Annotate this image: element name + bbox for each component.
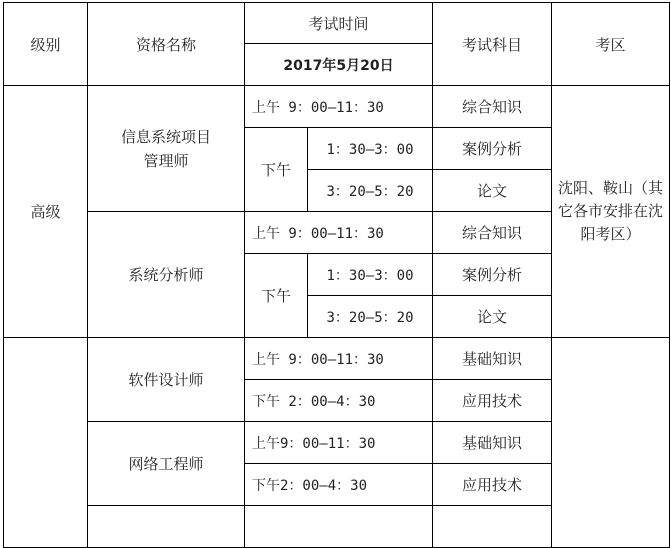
afternoon-time: 下午 2：00—4：30 [245,380,433,422]
qualification-name-line1: 信息系统项目 [120,127,211,146]
header-level: 级别 [4,3,88,86]
header-qualification: 资格名称 [88,3,245,86]
afternoon-time: 1：30—3：00 [308,254,433,296]
header-exam-date: 2017年5月20日 [245,44,433,86]
subject-cell: 应用技术 [433,464,552,506]
afternoon-time: 1：30—3：00 [308,128,433,170]
subject-cell: 案例分析 [433,254,552,296]
qualification-name: 网络工程师 [88,422,245,506]
qualification-name [88,86,245,212]
truncated-cell [245,506,433,548]
level-senior: 高级 [4,86,88,338]
morning-time: 上午9：00—11：30 [245,422,433,464]
subject-cell: 应用技术 [433,380,552,422]
exam-schedule-table [3,2,670,548]
afternoon-time: 下午2：00—4：30 [245,464,433,506]
qualification-name-line2: 管理师 [143,151,189,170]
afternoon-time: 3：20—5：20 [308,296,433,338]
header-region: 考区 [552,3,670,86]
afternoon-label: 下午 [245,128,308,212]
morning-time: 上午 9：00—11：30 [245,212,433,254]
subject-cell: 案例分析 [433,128,552,170]
level-intermediate [4,338,88,548]
subject-cell: 论文 [433,296,552,338]
header-subject: 考试科目 [433,3,552,86]
subject-cell: 综合知识 [433,86,552,128]
subject-cell: 基础知识 [433,422,552,464]
qualification-name: 系统分析师 [88,212,245,338]
truncated-cell [433,506,552,548]
qualification-name: 软件设计师 [88,338,245,422]
region-cell-lower [552,338,670,548]
morning-time: 上午 9：00—11：30 [245,86,433,128]
subject-cell: 综合知识 [433,212,552,254]
subject-cell: 基础知识 [433,338,552,380]
truncated-cell [88,506,245,548]
region-cell: 沈阳、鞍山（其它各市安排在沈阳考区） [552,86,670,338]
subject-cell: 论文 [433,170,552,212]
afternoon-time: 3：20—5：20 [308,170,433,212]
afternoon-label: 下午 [245,254,308,338]
morning-time: 上午 9：00—11：30 [245,338,433,380]
header-exam-time: 考试时间 [245,3,433,44]
